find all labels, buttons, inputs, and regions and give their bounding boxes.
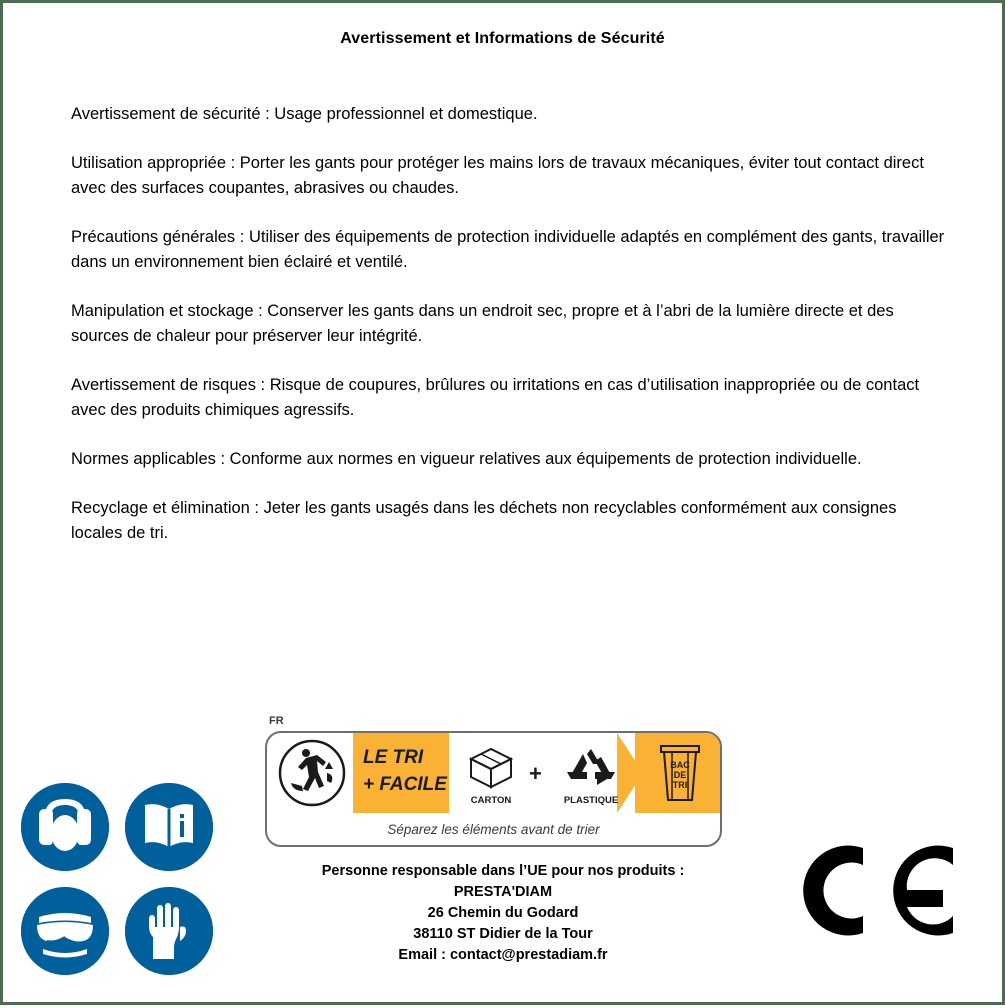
- tri-footer-text: Séparez les éléments avant de trier: [387, 822, 600, 837]
- carton-item: [457, 741, 525, 806]
- tri-slogan: [363, 744, 447, 798]
- footer-area: [3, 693, 1005, 1008]
- eye-protection-icon: [21, 887, 109, 975]
- hand-protection-icon: [125, 887, 213, 975]
- heading-suffix: pour nos produits :: [547, 863, 685, 879]
- plastique-item: [553, 741, 629, 806]
- bin-label-line3: TRI: [672, 780, 688, 790]
- paragraph-risk-warning: Avertissement de risques : Risque de coupures, brûlures ou irritations en cas d’utilisation inappropriée ou de contact avec des produits chimiques agressifs.: [71, 376, 920, 419]
- heading-ue: UE: [527, 863, 548, 879]
- bin-label-line2: DE: [673, 770, 687, 780]
- paragraph-recycling-disposal: Recyclage et élimination : Jeter les gants usagés dans les déchets non recyclables conformément aux consignes locales de tri.: [71, 499, 897, 542]
- plus-sign: +: [529, 761, 542, 786]
- city-line: 38110 ST Didier de la Tour: [413, 926, 593, 942]
- read-instructions-icon: [125, 783, 213, 871]
- page-title: Avertissement et Informations de Sécurité: [340, 30, 665, 47]
- ear-protection-icon: [21, 783, 109, 871]
- country-code-label: FR: [269, 715, 284, 727]
- pictogram-grid: [21, 783, 221, 983]
- bac-de-tri-item: [645, 740, 715, 811]
- email-line: Email : contact@prestadiam.fr: [398, 947, 608, 963]
- tri-slogan-line1: LE TRI: [363, 747, 424, 768]
- bin-label-line1: BAC: [670, 760, 690, 770]
- company-name: PRESTA'DIAM: [453, 884, 553, 900]
- heading-prefix: Personne responsable dans l’: [321, 863, 528, 879]
- address-line: 26 Chemin du Godard: [427, 905, 579, 921]
- carton-label: CARTON: [470, 795, 512, 806]
- recycle-arrows-icon: [553, 741, 629, 791]
- tri-slogan-line2: + FACILE: [363, 774, 447, 795]
- paragraph-proper-use: Utilisation appropriée : Porter les gants pour protéger les mains lors de travaux mécaniques, éviter tout contact direct avec des surfaces coupantes, abrasives ou chaudes.: [71, 154, 924, 197]
- safety-information-text: [3, 102, 1002, 546]
- carton-box-icon: [457, 741, 525, 791]
- paragraph-applicable-standards: Normes applicables : Conforme aux normes en vigueur relatives aux équipements de protection individuelle.: [71, 450, 862, 468]
- responsible-person-heading: [203, 861, 803, 882]
- triman-icon: [275, 739, 349, 807]
- ce-mark-icon: [803, 838, 953, 943]
- paragraph-handling-storage: Manipulation et stockage : Conserver les gants dans un endroit sec, propre et à l’abri de la lumière directe et des sources de chaleur pour préserver leur intégrité.: [71, 302, 894, 345]
- tri-facile-label: [265, 715, 722, 851]
- paragraph-general-precautions: Précautions générales : Utiliser des équipements de protection individuelle adaptés en complément des gants, travailler dans un environnement bien éclairé et ventilé.: [71, 228, 945, 271]
- plastique-label: PLASTIQUE: [563, 795, 619, 806]
- paragraph-safety-warning: Avertissement de sécurité : Usage professionnel et domestique.: [71, 105, 538, 123]
- responsible-person-block: [203, 861, 803, 966]
